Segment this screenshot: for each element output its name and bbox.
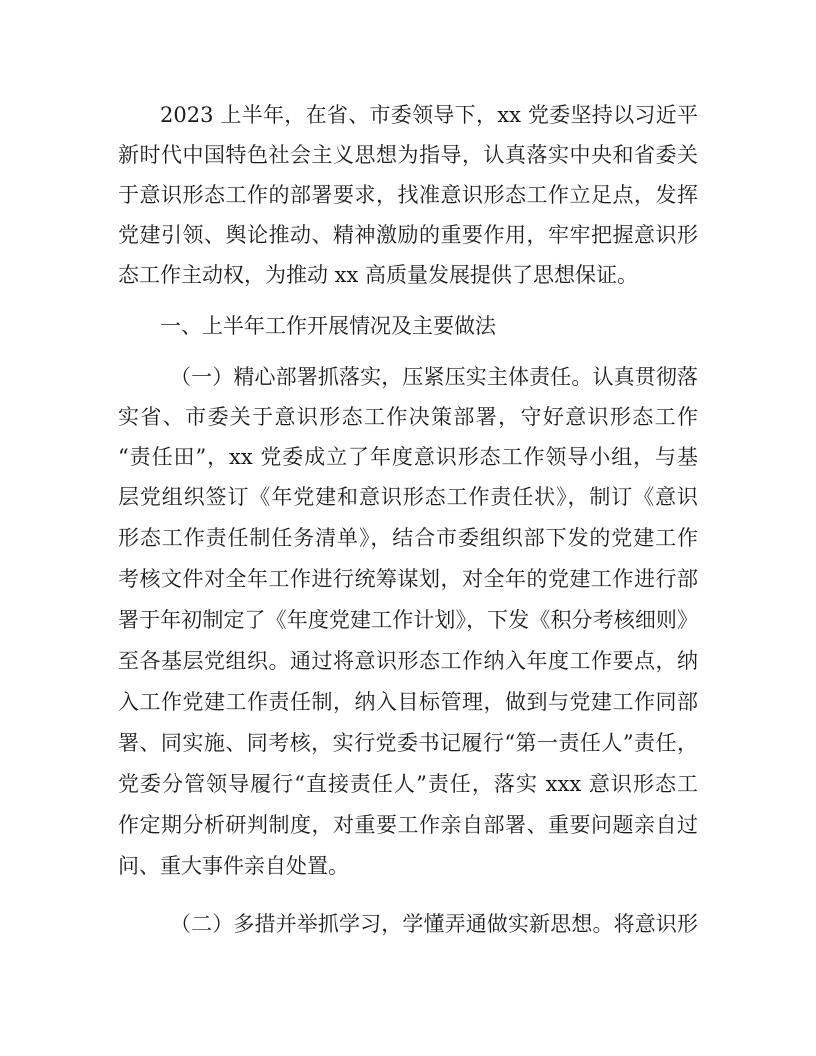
section-1-line-1: （一）精心部署抓落实，压紧压实主体责任。认真贯彻落 <box>170 365 698 389</box>
section-1-line-12: 作定期分析研判制度，对重要工作亲自部署、重要问题亲自过 <box>118 813 698 837</box>
intro-line-2: 新时代中国特色社会主义思想为指导，认真落实中央和省委关 <box>118 143 698 167</box>
intro-line-5: 态工作主动权，为推动 xx 高质量发展提供了思想保证。 <box>118 263 639 287</box>
section-1-line-10: 署、同实施、同考核，实行党委书记履行“第一责任人”责任， <box>118 731 698 755</box>
intro-line-1: 2023 上半年，在省、市委领导下，xx 党委坚持以习近平 <box>160 103 698 127</box>
section-1-line-7: 署于年初制定了《年度党建工作计划》，下发《积分考核细则》 <box>118 608 698 632</box>
section-1-line-5: 形态工作责任制任务清单》，结合市委组织部下发的党建工作 <box>118 526 698 550</box>
section-1-line-2: 实省、市委关于意识形态工作决策部署，守好意识形态工作 <box>118 405 698 429</box>
section-1-line-13: 问、重大事件亲自处置。 <box>118 854 349 878</box>
section-heading: 一、上半年工作开展情况及主要做法 <box>160 314 496 338</box>
intro-line-4: 党建引领、舆论推动、精神激励的重要作用，牢牢把握意识形 <box>118 223 698 247</box>
section-1-line-6: 考核文件对全年工作进行统筹谋划，对全年的党建工作进行部 <box>118 567 698 591</box>
section-1-line-3: “责任田”，xx 党委成立了年度意识形态工作领导小组，与基 <box>118 445 698 469</box>
section-1-line-8: 至各基层党组织。通过将意识形态工作纳入年度工作要点，纳 <box>118 649 698 673</box>
intro-line-3: 于意识形态工作的部署要求，找准意识形态工作立足点，发挥 <box>118 183 698 207</box>
section-1-line-4: 层党组织签订《年党建和意识形态工作责任状》，制订《意识 <box>118 485 698 509</box>
section-2-line-1: （二）多措并举抓学习，学懂弄通做实新思想。将意识形 <box>170 912 698 936</box>
section-1-line-9: 入工作党建工作责任制，纳入目标管理，做到与党建工作同部 <box>118 690 698 714</box>
section-1-line-11: 党委分管领导履行“直接责任人”责任，落实 xxx 意识形态工 <box>118 772 698 796</box>
